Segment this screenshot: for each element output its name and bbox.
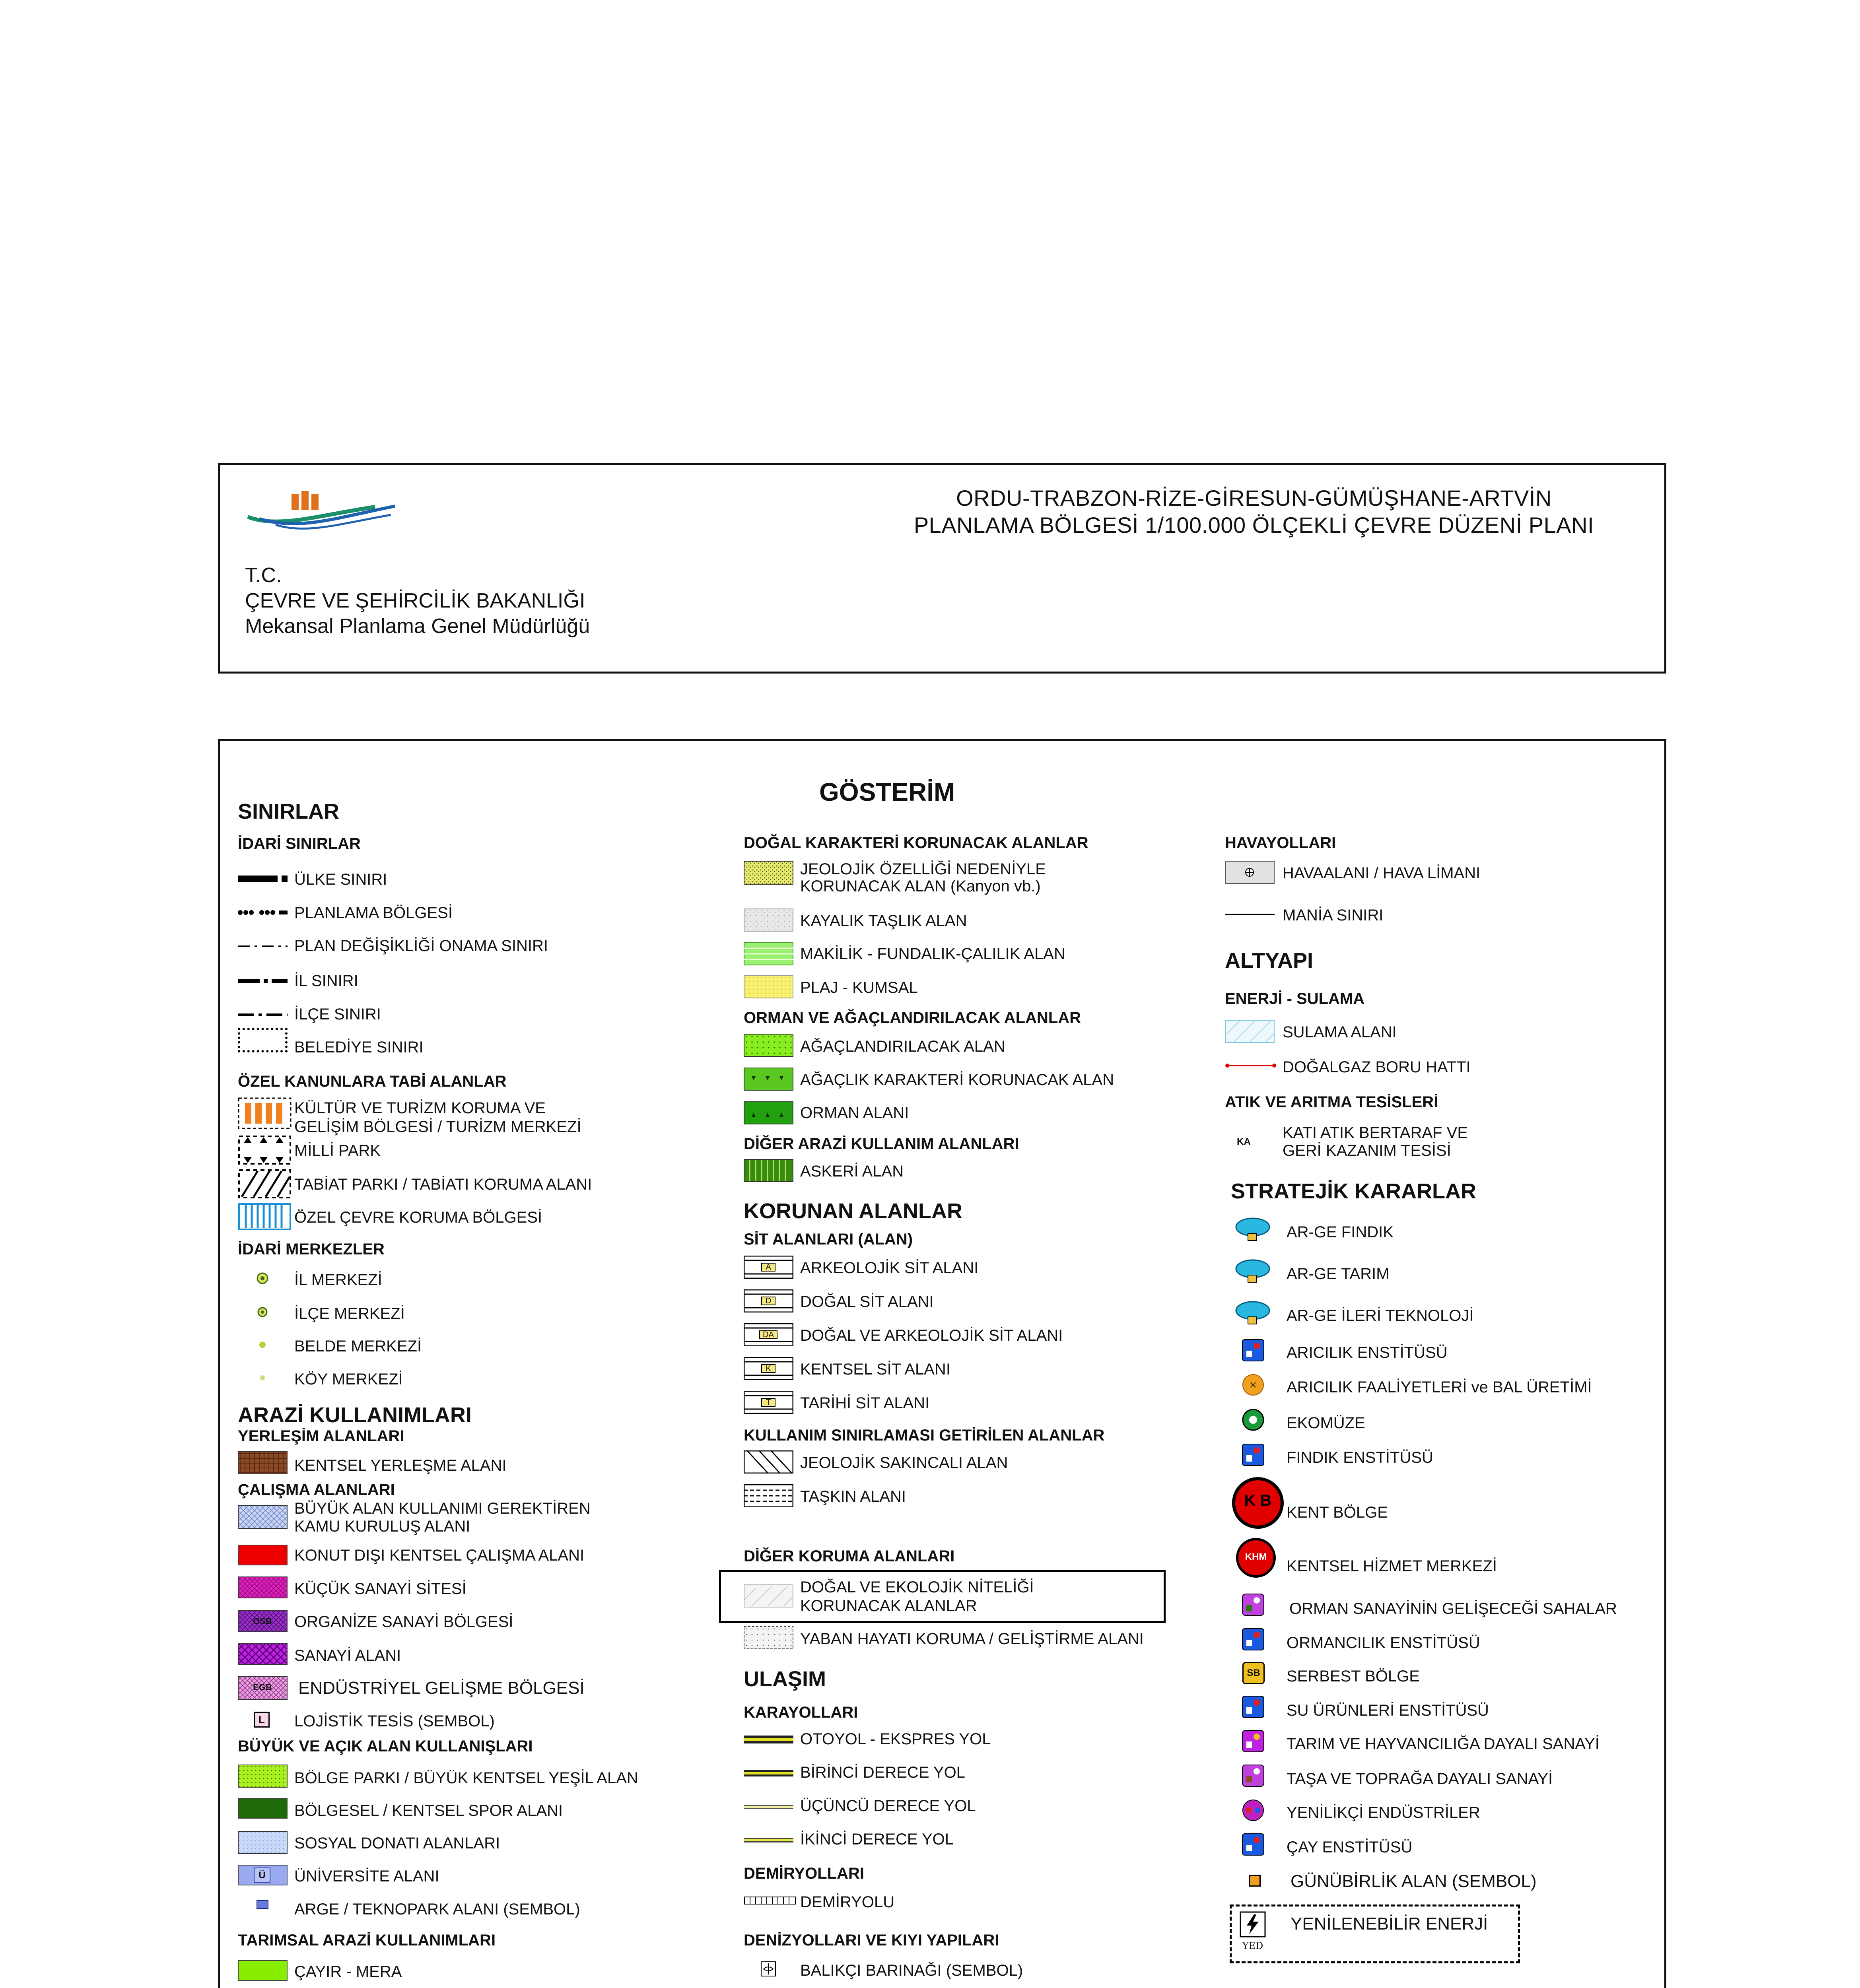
label-kent-bolge: KENT BÖLGE (1287, 1504, 1388, 1521)
label-cay-enst: ÇAY ENSTİTÜSÜ (1287, 1839, 1413, 1856)
kent-bolge-code: K B (1244, 1492, 1272, 1509)
kucuk-sanayi-swatch (238, 1576, 288, 1598)
label-havaalani: HAVAALANI / HAVA LİMANI (1283, 864, 1481, 882)
serbest-bolge-icon: SB (1242, 1662, 1265, 1684)
cayir-swatch (238, 1960, 288, 1981)
label-universite: ÜNİVERSİTE ALANI (294, 1868, 439, 1885)
plan-title-line1: ORDU-TRABZON-RİZE-GİRESUN-GÜMÜŞHANE-ARTVİN (956, 485, 1552, 511)
label-orman: ORMAN ALANI (800, 1104, 909, 1122)
ozel-cevre-symbol (238, 1203, 292, 1231)
label-belde-merkezi: BELDE MERKEZİ (294, 1338, 422, 1355)
label-otoyol: OTOYOL - EKSPRES YOL (800, 1730, 991, 1748)
sub-calisma: ÇALIŞMA ALANLARI (238, 1481, 395, 1499)
sub-dogal-karakter: DOĞAL KARAKTERİ KORUNACAK ALANLAR (744, 834, 1088, 852)
sub-orman: ORMAN VE AĞAÇLANDIRILACAK ALANLAR (744, 1009, 1081, 1027)
sub-ozel-kanun: ÖZEL KANUNLARA TABİ ALANLAR (238, 1073, 507, 1090)
sub-denizyollari: DENİZYOLLARI VE KIYI YAPILARI (744, 1932, 999, 1949)
label-sosyal: SOSYAL DONATI ALANLARI (294, 1835, 500, 1852)
il-merkezi-symbol (255, 1270, 270, 1286)
sub-sit: SİT ALANLARI (ALAN) (744, 1231, 913, 1248)
sub-idari-merkezler: İDARİ MERKEZLER (238, 1241, 385, 1258)
label-planlama-bolgesi: PLANLAMA BÖLGESİ (294, 904, 453, 922)
label-aricilik-faal: ARICILIK FAALİYETLERİ ve BAL ÜRETİMİ (1287, 1378, 1592, 1396)
osb-label: OSB (253, 1616, 272, 1626)
universite-label: Ü (254, 1868, 270, 1883)
spor-swatch (238, 1798, 288, 1819)
sosyal-swatch (238, 1831, 288, 1854)
arge-ileri-icon (1235, 1300, 1271, 1326)
label-cayir: ÇAYIR - MERA (294, 1963, 402, 1980)
ministry-department: Mekansal Planlama Genel Müdürlüğü (245, 615, 590, 638)
kayalik-swatch (744, 909, 793, 932)
yaban-swatch (744, 1626, 793, 1649)
label-kultur-turizm-2: GELİŞİM BÖLGESİ / TURİZM MERKEZİ (294, 1118, 581, 1136)
label-kati-1: KATI ATIK BERTARAF VE (1283, 1124, 1468, 1142)
askeri-swatch (744, 1159, 793, 1182)
planlama-bolgesi-symbol (238, 901, 290, 924)
sub-kullanim: KULLANIM SINIRLAMASI GETİRİLEN ALANLAR (744, 1427, 1105, 1444)
label-su-urunleri: SU ÜRÜNLERİ ENSTİTÜSÜ (1287, 1702, 1489, 1719)
label-plaj: PLAJ - KUMSAL (800, 979, 918, 996)
lightning-icon (1239, 1910, 1267, 1938)
yed-code: YED (1242, 1940, 1263, 1951)
ulke-siniri-symbol (238, 867, 290, 891)
dogalgaz-line (1225, 1060, 1277, 1072)
label-askeri: ASKERİ ALAN (800, 1163, 904, 1180)
svg-text:✕: ✕ (1249, 1380, 1257, 1391)
yenilikci-icon (1241, 1798, 1265, 1823)
makilik-swatch (744, 942, 793, 965)
label-makilik: MAKİLİK - FUNDALIK-ÇALILIK ALAN (800, 945, 1065, 963)
label-taskin: TAŞKIN ALANI (800, 1488, 906, 1505)
label-dogalgaz: DOĞALGAZ BORU HATTI (1283, 1058, 1471, 1076)
konut-disi-swatch (238, 1545, 288, 1565)
demiryolu-line (744, 1895, 797, 1906)
label-kucuk-sanayi: KÜÇÜK SANAYİ SİTESİ (294, 1580, 466, 1598)
tasa-icon (1241, 1763, 1265, 1788)
aricilik-faal-icon (1241, 1373, 1265, 1397)
label-kentsel-hizmet: KENTSEL HİZMET MERKEZİ (1287, 1557, 1497, 1575)
sub-demiryollari: DEMİRYOLLARI (744, 1865, 864, 1882)
label-aricilik-enst: ARICILIK ENSTİTÜSÜ (1287, 1344, 1448, 1361)
label-kati-2: GERİ KAZANIM TESİSİ (1283, 1142, 1451, 1159)
label-ozel-cevre: ÖZEL ÇEVRE KORUMA BÖLGESİ (294, 1209, 542, 1226)
sanayi-swatch (238, 1643, 288, 1665)
ormancilik-icon (1241, 1627, 1265, 1652)
kentsel-sit-code: K (766, 1364, 771, 1373)
sub-diger-arazi: DİĞER ARAZİ KULLANIM ALANLARI (744, 1135, 1019, 1153)
label-il-merkezi: İL MERKEZİ (294, 1271, 382, 1289)
label-birinci: BİRİNCİ DERECE YOL (800, 1764, 965, 1781)
label-gunubirlik: GÜNÜBİRLİK ALAN (SEMBOL) (1291, 1872, 1537, 1891)
koy-merkezi-symbol (255, 1370, 270, 1386)
agaclik-swatch (744, 1068, 793, 1091)
arkeolojik-code: A (766, 1263, 771, 1272)
label-tasa: TAŞA VE TOPRAĞA DAYALI SANAYİ (1287, 1770, 1553, 1788)
label-buyuk-alan-2: KAMU KURULUŞ ALANI (294, 1518, 470, 1535)
sub-diger-koruma: DİĞER KORUMA ALANLARI (744, 1547, 955, 1565)
orman-swatch (744, 1101, 793, 1124)
label-konut-disi: KONUT DIŞI KENTSEL ÇALIŞMA ALANI (294, 1547, 585, 1564)
label-arge-tarim: AR-GE TARIM (1287, 1265, 1390, 1283)
section-arazi: ARAZİ KULLANIMLARI (238, 1403, 472, 1427)
agaclandirilacak-swatch (744, 1034, 793, 1057)
dogal-arkeo-code: DA (763, 1330, 774, 1339)
arge-tarim-icon (1235, 1258, 1271, 1284)
buyuk-alan-swatch (238, 1505, 288, 1529)
sub-yerlesim: YERLEŞİM ALANLARI (238, 1427, 404, 1445)
ucuncu-line (744, 1801, 793, 1813)
findik-enst-icon (1241, 1442, 1265, 1467)
label-jeolojik-sakincali: JEOLOJİK SAKINCALI ALAN (800, 1454, 1008, 1472)
belediye-siniri-symbol (238, 1028, 288, 1052)
label-arge-findik: AR-GE FINDIK (1287, 1223, 1394, 1241)
label-serbest: SERBEST BÖLGE (1287, 1668, 1420, 1685)
ministry-logo (244, 487, 399, 543)
label-kayalik: KAYALIK TAŞLIK ALAN (800, 912, 967, 930)
jeolojik-swatch (744, 861, 793, 885)
section-korunan: KORUNAN ALANLAR (744, 1199, 962, 1223)
label-spor: BÖLGESEL / KENTSEL SPOR ALANI (294, 1802, 563, 1819)
label-balikci: BALIKÇI BARINAĞI (SEMBOL) (800, 1962, 1023, 1979)
sub-buyuk-acik: BÜYÜK VE AÇIK ALAN KULLANIŞLARI (238, 1738, 533, 1755)
section-sinirlar: SINIRLAR (238, 800, 339, 823)
label-tabiat-parki: TABİAT PARKI / TABİATI KORUMA ALANI (294, 1176, 592, 1193)
label-sanayi: SANAYİ ALANI (294, 1647, 401, 1664)
tarim-hayvan-icon (1241, 1729, 1265, 1753)
label-milli-park: MİLLİ PARK (294, 1142, 381, 1159)
label-buyuk-alan-1: BÜYÜK ALAN KULLANIMI GEREKTİREN (294, 1500, 591, 1517)
legend-title: GÖSTERİM (819, 778, 955, 806)
jeolojik-sakincali-swatch (744, 1450, 793, 1474)
label-orman-sanayi: ORMAN SANAYİNİN GELİŞECEĞİ SAHALAR (1289, 1600, 1617, 1617)
orman-sanayi-icon (1241, 1592, 1265, 1617)
lojistik-symbol: L (254, 1712, 270, 1728)
label-arge-ileri: AR-GE İLERİ TEKNOLOJİ (1287, 1307, 1474, 1324)
label-dogal-arkeo: DOĞAL VE ARKEOLOJİK SİT ALANI (800, 1327, 1063, 1344)
label-ikinci: İKİNCİ DERECE YOL (800, 1831, 954, 1848)
label-jeolojik-2: KORUNACAK ALAN (Kanyon vb.) (800, 878, 1041, 895)
arge-teknopark-symbol (255, 1897, 270, 1912)
otoyol-line (744, 1734, 793, 1745)
label-ucuncu: ÜÇÜNCÜ DERECE YOL (800, 1797, 976, 1815)
belde-merkezi-symbol (255, 1337, 270, 1353)
label-yaban: YABAN HAYATI KORUMA / GELİŞTİRME ALANI (800, 1630, 1144, 1648)
mania-line (1225, 914, 1275, 915)
ilce-siniri-symbol (238, 1003, 290, 1027)
tabiat-parki-symbol (238, 1169, 292, 1199)
sub-tarimsal: TARIMSAL ARAZİ KULLANIMLARI (238, 1932, 496, 1949)
ilce-merkezi-symbol (255, 1304, 270, 1320)
label-mania: MANİA SINIRI (1283, 907, 1384, 924)
label-tarihi-sit: TARİHİ SİT ALANI (800, 1394, 930, 1412)
label-yenilikci: YENİLİKÇİ ENDÜSTRİLER (1287, 1804, 1480, 1821)
label-arge: ARGE / TEKNOPARK ALANI (SEMBOL) (294, 1901, 580, 1918)
arge-findik-icon (1235, 1217, 1271, 1242)
label-ulke-siniri: ÜLKE SINIRI (294, 871, 387, 888)
ikinci-line (744, 1834, 793, 1846)
milli-park-symbol (238, 1135, 292, 1165)
label-jeolojik-1: JEOLOJİK ÖZELLİĞİ NEDENİYLE (800, 860, 1046, 878)
balikci-symbol (760, 1960, 777, 1978)
label-yenilenebilir: YENİLENEBİLİR ENERJİ (1291, 1914, 1488, 1934)
dogal-sit-code: D (765, 1297, 772, 1305)
label-kultur-turizm-1: KÜLTÜR VE TURİZM KORUMA VE (294, 1099, 546, 1117)
label-ekolojik-2: KORUNACAK ALANLAR (800, 1597, 977, 1615)
label-il-siniri: İL SINIRI (294, 972, 358, 990)
section-altyapi: ALTYAPI (1225, 949, 1314, 973)
su-urunleri-icon (1241, 1695, 1265, 1719)
kultur-turizm-symbol (238, 1097, 292, 1129)
label-ormancilik: ORMANCILIK ENSTİTÜSÜ (1287, 1634, 1480, 1652)
sub-atik: ATIK VE ARITMA TESİSLERİ (1225, 1093, 1438, 1111)
label-agaclik: AĞAÇLIK KARAKTERİ KORUNACAK ALAN (800, 1071, 1114, 1089)
sub-karayollari: KARAYOLLARI (744, 1704, 858, 1721)
label-belediye-siniri: BELEDİYE SINIRI (294, 1039, 424, 1056)
ministry-tc: T.C. (245, 564, 282, 587)
label-agaclandirilacak: AĞAÇLANDIRILACAK ALAN (800, 1038, 1005, 1055)
plan-degisikligi-symbol (238, 934, 290, 958)
label-sulama: SULAMA ALANI (1283, 1023, 1397, 1041)
label-endustriyel: ENDÜSTRİYEL GELİŞME BÖLGESİ (298, 1678, 585, 1698)
section-ulasim: ULAŞIM (744, 1667, 826, 1691)
ekomuze-icon (1241, 1408, 1265, 1432)
label-plan-degisikligi: PLAN DEĞİŞİKLİĞİ ONAMA SINIRI (294, 937, 548, 955)
cay-enst-icon (1241, 1832, 1265, 1857)
kentsel-hizmet-code: KHM (1245, 1551, 1267, 1562)
label-ilce-merkezi: İLÇE MERKEZİ (294, 1305, 405, 1322)
havaalani-swatch (1225, 861, 1275, 884)
kentsel-yerlesme-swatch (238, 1451, 288, 1474)
sub-enerji: ENERJİ - SULAMA (1225, 990, 1365, 1008)
gunubirlik-icon (1249, 1875, 1261, 1887)
kati-atik-code: KA (1237, 1136, 1251, 1147)
label-tarim-hayvan: TARIM VE HAYVANCILIĞA DAYALI SANAYİ (1287, 1735, 1600, 1753)
label-koy-merkezi: KÖY MERKEZİ (294, 1371, 403, 1388)
plaj-swatch (744, 975, 793, 998)
egb-label: EGB (253, 1682, 272, 1692)
label-findik-enst: FINDIK ENSTİTÜSÜ (1287, 1449, 1433, 1466)
label-ekolojik-1: DOĞAL VE EKOLOJİK NİTELİĞİ (800, 1578, 1034, 1596)
yenilenebilir-box (1230, 1905, 1520, 1963)
label-ilce-siniri: İLÇE SINIRI (294, 1006, 381, 1023)
label-organize: ORGANİZE SANAYİ BÖLGESİ (294, 1613, 513, 1631)
taskin-swatch (744, 1484, 793, 1507)
ministry-name: ÇEVRE VE ŞEHİRCİLİK BAKANLIĞI (245, 589, 585, 612)
ekolojik-swatch (744, 1584, 793, 1607)
label-arkeolojik: ARKEOLOJİK SİT ALANI (800, 1259, 979, 1277)
label-bolge-parki: BÖLGE PARKI / BÜYÜK KENTSEL YEŞİL ALAN (294, 1769, 638, 1787)
birinci-line (744, 1767, 793, 1779)
section-stratejik: STRATEJİK KARARLAR (1231, 1179, 1476, 1203)
label-kentsel-sit: KENTSEL SİT ALANI (800, 1361, 950, 1378)
label-kentsel-yerlesme: KENTSEL YERLEŞME ALANI (294, 1457, 507, 1474)
bolge-parki-swatch (238, 1765, 288, 1788)
aricilik-enst-icon (1241, 1338, 1265, 1363)
plan-title-line2: PLANLAMA BÖLGESİ 1/100.000 ÖLÇEKLİ ÇEVRE DÜZENİ PLANI (913, 513, 1594, 538)
header-frame (218, 463, 1666, 674)
sulama-swatch (1225, 1020, 1275, 1043)
sub-havayollari: HAVAYOLLARI (1225, 834, 1336, 852)
tarihi-sit-code: T (766, 1398, 771, 1407)
label-demiryolu: DEMİRYOLU (800, 1893, 895, 1911)
sub-idari-sinirlar: İDARİ SINIRLAR (238, 835, 361, 852)
label-ekomuze: EKOMÜZE (1287, 1414, 1365, 1432)
label-lojistik: LOJİSTİK TESİS (SEMBOL) (294, 1712, 495, 1730)
label-dogal-sit: DOĞAL SİT ALANI (800, 1293, 934, 1310)
il-siniri-symbol (238, 969, 290, 993)
